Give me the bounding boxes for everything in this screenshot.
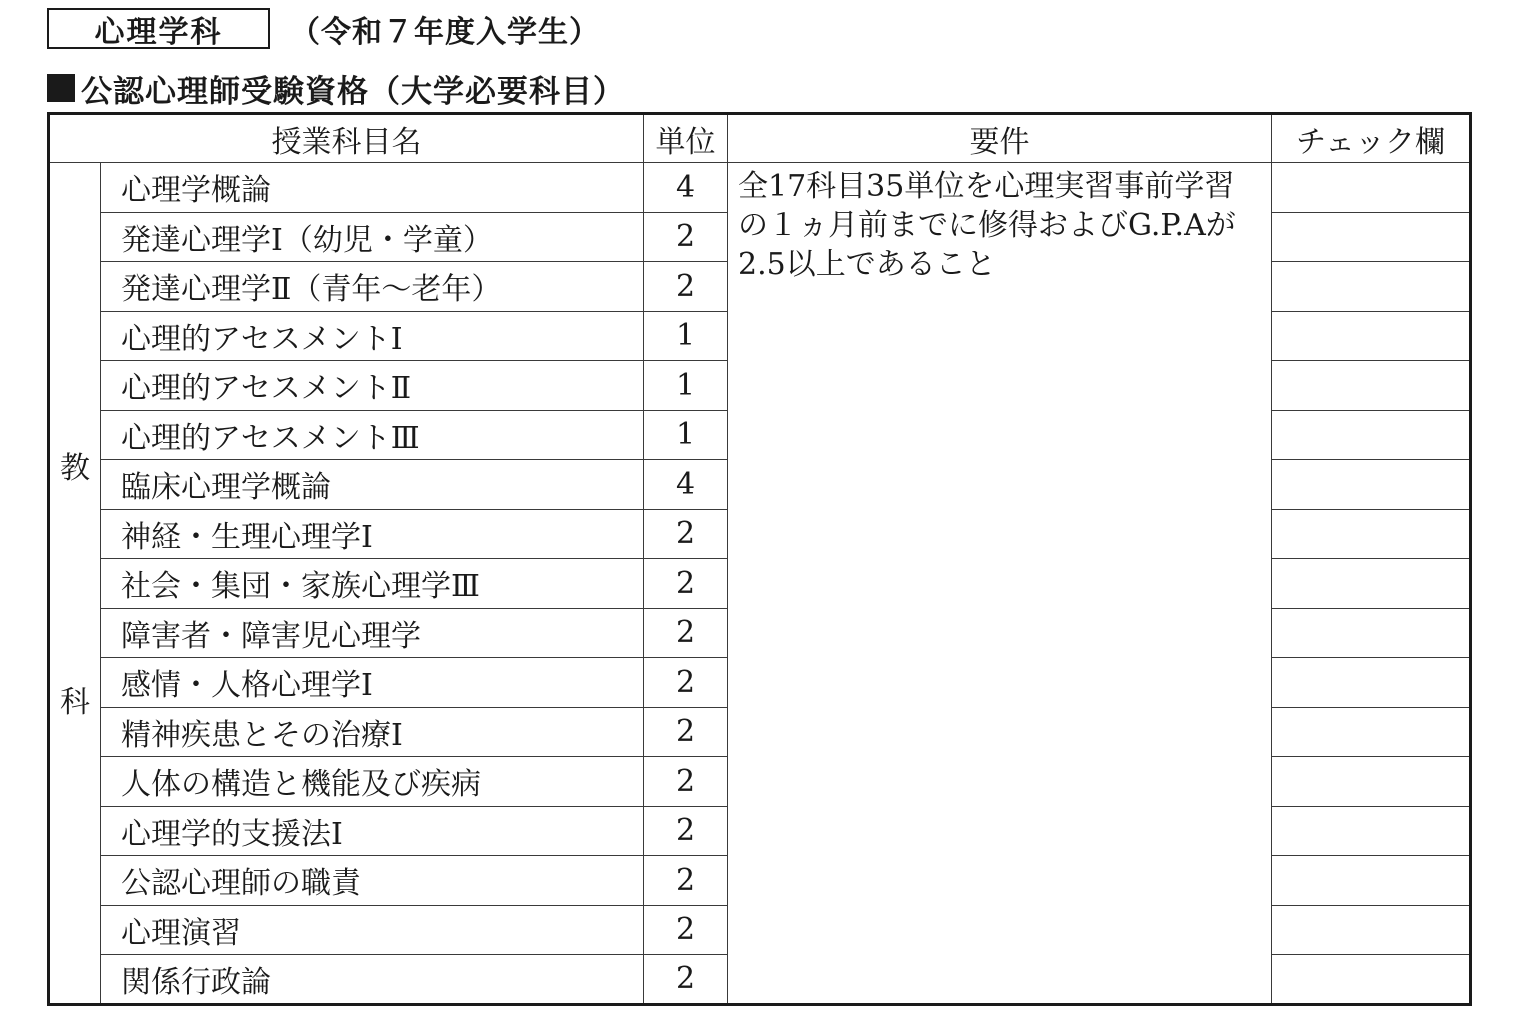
subject-name: 関係行政論 xyxy=(101,955,644,1005)
check-cell[interactable] xyxy=(1272,806,1471,856)
subject-name: 心理的アセスメントⅠ xyxy=(101,311,644,361)
subject-name: 臨床心理学概論 xyxy=(101,460,644,510)
unit-count: 4 xyxy=(644,163,728,213)
subject-name: 感情・人格心理学Ⅰ xyxy=(101,658,644,708)
column-header-subject: 授業科目名 xyxy=(49,114,644,163)
subject-name: 心理学概論 xyxy=(101,163,644,213)
square-bullet-icon xyxy=(47,74,75,102)
unit-count: 1 xyxy=(644,311,728,361)
check-cell[interactable] xyxy=(1272,410,1471,460)
column-header-check: チェック欄 xyxy=(1272,114,1471,163)
subject-name: 心理的アセスメントⅢ xyxy=(101,410,644,460)
unit-count: 2 xyxy=(644,905,728,955)
category-label xyxy=(50,163,100,1001)
check-cell[interactable] xyxy=(1272,658,1471,708)
unit-count: 2 xyxy=(644,955,728,1005)
check-cell[interactable] xyxy=(1272,608,1471,658)
unit-count: 4 xyxy=(644,460,728,510)
unit-count: 1 xyxy=(644,410,728,460)
table-row xyxy=(49,163,1471,213)
column-header-units: 単位 xyxy=(644,114,728,163)
check-cell[interactable] xyxy=(1272,460,1471,510)
department-name: 心理学科 xyxy=(94,14,223,50)
check-cell[interactable] xyxy=(1272,707,1471,757)
subject-name: 発達心理学Ⅰ（幼児・学童） xyxy=(101,212,644,262)
subject-name: 神経・生理心理学Ⅰ xyxy=(101,509,644,559)
category-char: 教 xyxy=(60,451,90,486)
check-cell[interactable] xyxy=(1272,757,1471,807)
check-cell[interactable] xyxy=(1272,212,1471,262)
unit-count: 2 xyxy=(644,806,728,856)
check-cell[interactable] xyxy=(1272,163,1471,213)
section-title xyxy=(47,66,625,110)
section-title-text: 公認心理師受験資格（大学必要科目） xyxy=(81,73,625,110)
check-cell[interactable] xyxy=(1272,262,1471,312)
subject-name: 心理演習 xyxy=(101,905,644,955)
unit-count: 2 xyxy=(644,509,728,559)
subject-name: 心理学的支援法Ⅰ xyxy=(101,806,644,856)
check-cell[interactable] xyxy=(1272,361,1471,411)
subject-name: 公認心理師の職責 xyxy=(101,856,644,906)
check-cell[interactable] xyxy=(1272,905,1471,955)
column-header-requirement: 要件 xyxy=(728,114,1272,163)
check-cell[interactable] xyxy=(1272,311,1471,361)
unit-count: 2 xyxy=(644,559,728,609)
department-label xyxy=(47,8,270,49)
enrollment-year-note: （令和７年度入学生） xyxy=(290,14,600,50)
subject-name: 社会・集団・家族心理学Ⅲ xyxy=(101,559,644,609)
table-header-row xyxy=(49,114,1471,163)
unit-count: 2 xyxy=(644,757,728,807)
subject-name: 心理的アセスメントⅡ xyxy=(101,361,644,411)
requirements-table xyxy=(47,112,1472,1006)
check-cell[interactable] xyxy=(1272,559,1471,609)
check-cell[interactable] xyxy=(1272,509,1471,559)
unit-count: 2 xyxy=(644,658,728,708)
check-cell[interactable] xyxy=(1272,856,1471,906)
requirement-text: 全17科目35単位を心理実習事前学習の１ヵ月前までに修得およびG.P.Aが2.5以上であること xyxy=(728,163,1272,1005)
check-cell[interactable] xyxy=(1272,955,1471,1005)
subject-name: 発達心理学Ⅱ（青年～老年） xyxy=(101,262,644,312)
unit-count: 1 xyxy=(644,361,728,411)
subject-name: 人体の構造と機能及び疾病 xyxy=(101,757,644,807)
category-char: 科 xyxy=(60,685,90,720)
unit-count: 2 xyxy=(644,608,728,658)
unit-count: 2 xyxy=(644,262,728,312)
unit-count: 2 xyxy=(644,707,728,757)
subject-name: 精神疾患とその治療Ⅰ xyxy=(101,707,644,757)
table-body xyxy=(49,163,1471,1005)
subject-name: 障害者・障害児心理学 xyxy=(101,608,644,658)
category-cell xyxy=(49,163,101,1005)
unit-count: 2 xyxy=(644,856,728,906)
unit-count: 2 xyxy=(644,212,728,262)
